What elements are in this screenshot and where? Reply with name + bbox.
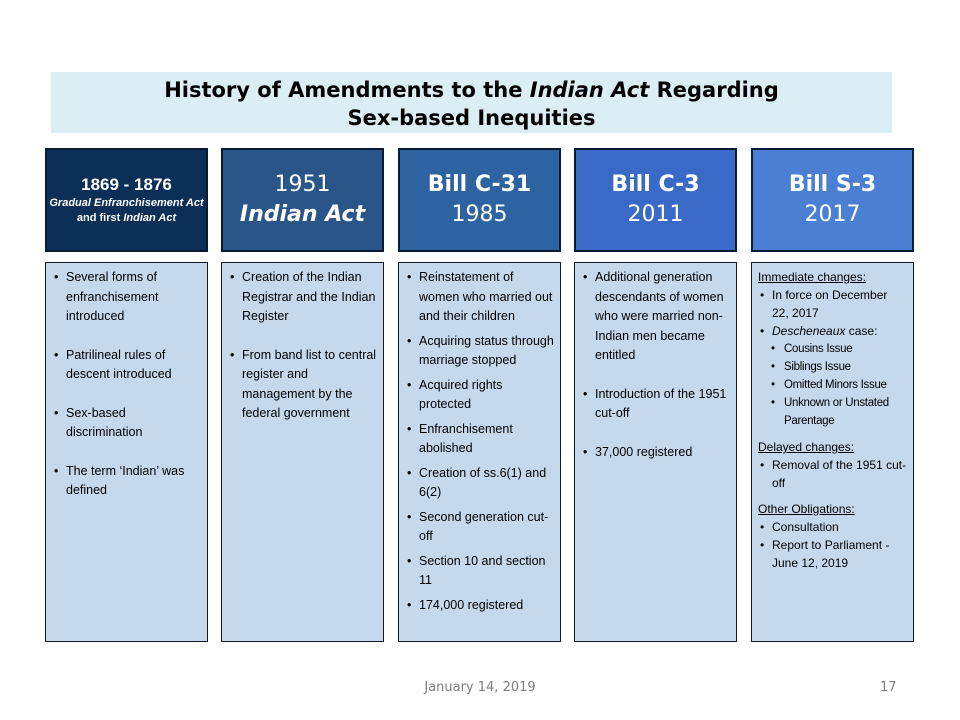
title-line-2: Sex-based Inequities <box>347 106 596 130</box>
list-item: • Acquired rights protected <box>405 376 554 415</box>
list-item: • Consultation <box>758 518 907 536</box>
header-bill: Bill C-3 <box>611 172 700 197</box>
header-subtitle-2: and first Indian Act <box>76 212 177 224</box>
column-body-1869-1876 <box>45 262 208 642</box>
page-number: 17 <box>880 680 897 695</box>
other-obligations-label: Other Obligations: <box>758 502 855 516</box>
header-subtitle: Gradual Enfranchisement Act <box>49 197 204 209</box>
header-act: Indian Act <box>239 202 366 227</box>
list-item: • Removal of the 1951 cut-off <box>758 456 907 492</box>
list-item: • The term ‘Indian’ was defined <box>52 462 201 501</box>
header-year: 2011 <box>627 202 684 227</box>
list-item: • Introduction of the 1951 cut-off <box>581 385 730 424</box>
footer-date: January 14, 2019 <box>424 680 536 695</box>
list-item: • Reinstatement of women who married out and their children <box>405 268 554 327</box>
list-item: • Creation of ss.6(1) and 6(2) <box>405 464 554 503</box>
sub-list-item: • Unknown or Unstated Parentage <box>758 394 907 430</box>
list-item: • Creation of the Indian Registrar and the Indian Register <box>228 268 377 327</box>
header-year: 2017 <box>804 202 861 227</box>
list-item: • Sex-based discrimination <box>52 404 201 443</box>
column-body-1951 <box>221 262 384 642</box>
list-item: • Section 10 and section 11 <box>405 552 554 591</box>
header-bill: Bill C-31 <box>427 172 532 197</box>
sub-list-item: • Siblings Issue <box>758 358 907 376</box>
column-body-bill-c3 <box>574 262 737 642</box>
header-years: 1869 - 1876 <box>81 175 172 194</box>
list-item: • Acquiring status through marriage stopped <box>405 332 554 371</box>
list-item: • Enfranchisement abolished <box>405 420 554 459</box>
title-line-1: History of Amendments to the Indian Act Regarding <box>164 78 779 102</box>
header-1951 <box>221 148 384 252</box>
header-1869-1876 <box>45 148 208 252</box>
column-body-bill-s3 <box>751 262 914 642</box>
header-bill: Bill S-3 <box>788 172 877 197</box>
list-item: • 37,000 registered <box>581 443 730 463</box>
header-bill-s3 <box>751 148 914 252</box>
column-body-bill-c31 <box>398 262 561 642</box>
list-item: • Patrilineal rules of descent introduced <box>52 346 201 385</box>
sub-list-item: • Omitted Minors Issue <box>758 376 907 394</box>
list-item: • Report to Parliament - June 12, 2019 <box>758 536 907 572</box>
list-item: • Second generation cut-off <box>405 508 554 547</box>
list-item: • Descheneaux case: <box>758 322 907 340</box>
header-bill-c31 <box>398 148 561 252</box>
header-year: 1951 <box>274 172 331 197</box>
header-year: 1985 <box>451 202 508 227</box>
list-item: • In force on December 22, 2017 <box>758 286 907 322</box>
slide-title <box>51 72 892 133</box>
list-item: • From band list to central register and management by the federal government <box>228 346 377 424</box>
header-bill-c3 <box>574 148 737 252</box>
list-item: • 174,000 registered <box>405 596 554 616</box>
immediate-changes-label: Immediate changes: <box>758 270 867 284</box>
sub-list-item: • Cousins Issue <box>758 340 907 358</box>
delayed-changes-label: Delayed changes: <box>758 440 855 454</box>
list-item: • Additional generation descendants of women who were married non-Indian men became entitled <box>581 268 730 366</box>
list-item: • Several forms of enfranchisement introduced <box>52 268 201 327</box>
